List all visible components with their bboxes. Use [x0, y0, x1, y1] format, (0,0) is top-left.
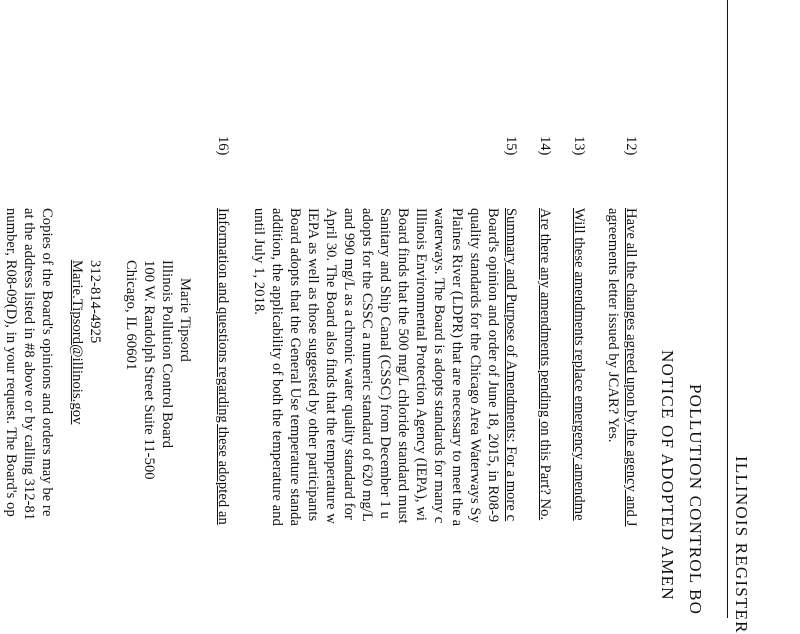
agency-title: POLLUTION CONTROL BO [686, 384, 705, 616]
contact-street: 100 W. Randolph Street Suite 11-500 [141, 260, 157, 480]
item-15-line-12: IEPA as well as those suggested by other participants [305, 208, 321, 522]
closing-line-2: at the address listed in #8 above or by calling 312-81 [21, 208, 37, 521]
contact-organization: Illinois Pollution Control Board [159, 260, 175, 449]
item-number: 12) [623, 136, 639, 156]
item-13-line-1: Will these amendments replace emergency amendme [571, 208, 587, 521]
item-15-line-7: Board finds that the 500 mg/L chloride standard must [395, 208, 411, 524]
closing-line-3: number, R08-09(D), in your request. The Board's op [3, 208, 19, 517]
item-15-line-11: April 30. The Board also finds that the temperature w [323, 208, 339, 524]
item-15-line-15: until July 1, 2018. [251, 208, 267, 316]
item-12-line-1: Have all the changes agreed upon by the agency and J [623, 208, 639, 527]
closing-line-1: Copies of the Board's opinions and orders may be re [39, 208, 55, 517]
item-16-line-1: Information and questions regarding these adopted an [215, 208, 231, 525]
item-15-line-14: addition, the applicability of both the temperature and [269, 208, 285, 526]
contact-email-link[interactable]: Marie.Tipsord@illinois.gov [69, 260, 85, 425]
item-number: 15) [503, 136, 519, 156]
item-number: 16) [215, 136, 231, 156]
item-15-line-10: and 990 mg/L as a chronic water quality standard for [341, 208, 357, 520]
item-number: 13) [571, 136, 587, 156]
item-14-line-1: Are there any amendments pending on this Part? No. [537, 208, 553, 521]
item-15-line-13: Board adopts that the General Use temperature standa [287, 208, 303, 527]
contact-name: Marie Tipsord [177, 278, 193, 362]
item-15-line-5: waterways. The Board is adopts standards for many c [431, 208, 447, 524]
item-15-line-6: Illinois Environmental Protection Agency (IEPA), wi [413, 208, 429, 522]
item-12-line-2: agreements letter issued by JCAR? Yes. [605, 208, 621, 443]
header-rule [727, 0, 728, 618]
item-15-line-3: quality standards for the Chicago Area Waterways Sy [467, 208, 483, 523]
register-header: ILLINOIS REGISTER [732, 456, 751, 634]
contact-city: Chicago, IL 60601 [123, 260, 139, 371]
item-15-line-4: Plaines River (LDPR) that are necessary to meet the a [449, 208, 465, 527]
item-number: 14) [537, 136, 553, 156]
contact-phone: 312-814-4925 [87, 260, 103, 344]
item-15-line-2: Board's opinion and order of June 18, 2015, in R08-9 [485, 208, 501, 523]
item-15-line-8: Sanitary and Ship Canal (CSSC) from December 1 u [377, 208, 393, 519]
notice-title: NOTICE OF ADOPTED AMEN [658, 350, 677, 601]
item-15-line-9: adopts for the CSSC a numeric standard of 620 mg/L [359, 208, 375, 522]
item-15-line-1: Summary and Purpose of Amendments: For a more c [503, 208, 519, 522]
